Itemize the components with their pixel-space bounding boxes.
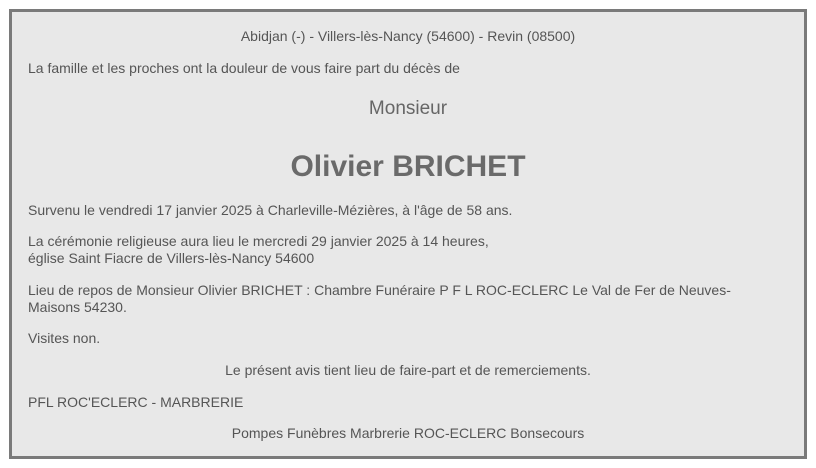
ceremony-line-1: La cérémonie religieuse aura lieu le mercredi 29 janvier 2025 à 14 heures, — [28, 233, 489, 249]
company-name: PFL ROC'ECLERC - MARBRERIE — [28, 394, 244, 410]
visits-text: Visites non. — [28, 330, 101, 346]
rest-place-line-1: Lieu de repos de Monsieur Olivier BRICHET : Chambre Funéraire P F L ROC-ECLERC Le Val de Fer de Neuves- — [28, 282, 731, 298]
intro-text: La famille et les proches ont la douleur de vous faire part du décès de — [28, 60, 460, 76]
ceremony-line-2: église Saint Fiacre de Villers-lès-Nancy 54600 — [28, 250, 315, 266]
rest-place-line-2: Maisons 54230. — [28, 299, 127, 315]
civility-title: Monsieur — [368, 98, 448, 119]
death-notice: Survenu le vendredi 17 janvier 2025 à Charleville-Mézières, à l'âge de 58 ans. — [28, 202, 513, 218]
deceased-name: Olivier BRICHET — [290, 150, 526, 183]
closing-text: Le présent avis tient lieu de faire-part et de remerciements. — [225, 362, 591, 378]
locations-line: Abidjan (-) - Villers-lès-Nancy (54600) - Revin (08500) — [240, 28, 576, 44]
funeral-home-name: Pompes Funèbres Marbrerie ROC-ECLERC Bonsecours — [231, 425, 585, 441]
rest-place-info — [28, 282, 788, 316]
ceremony-info — [28, 233, 788, 267]
obituary-notice — [9, 9, 807, 459]
